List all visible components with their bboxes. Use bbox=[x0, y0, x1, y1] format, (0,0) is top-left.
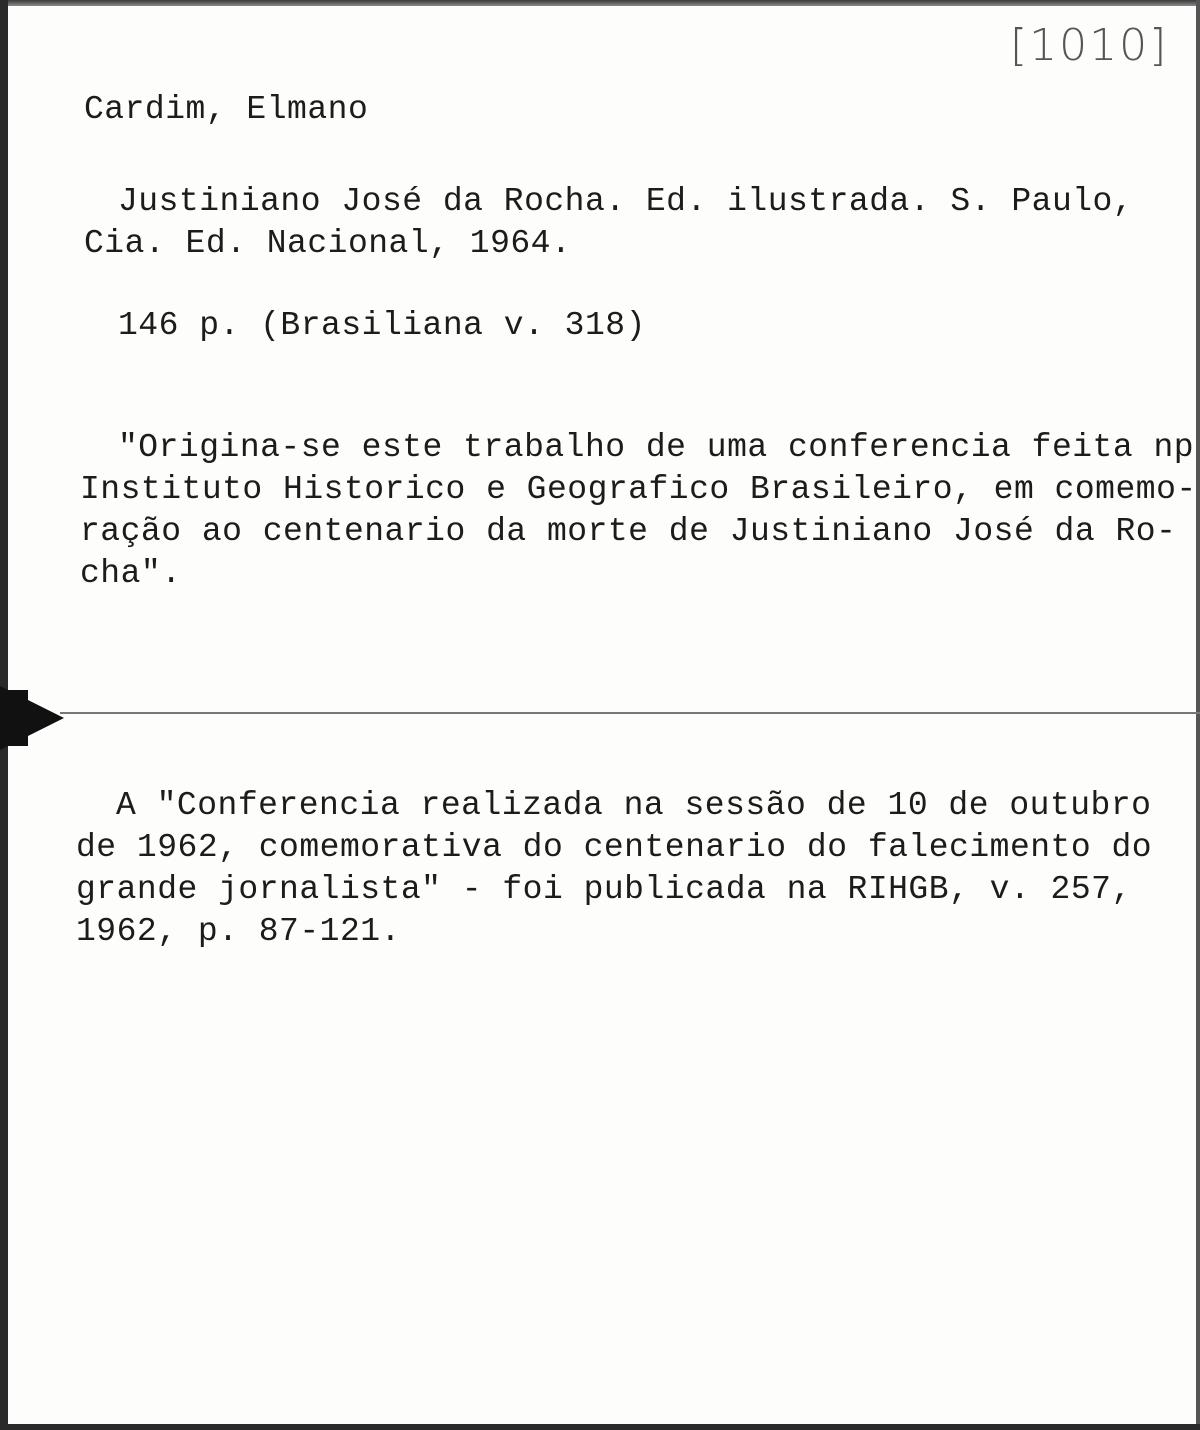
note2-line-3: grande jornalista" - foi publicada na RIHGB, v. 257, bbox=[76, 871, 1132, 908]
index-tab-arrow bbox=[0, 686, 64, 750]
note2-line-4: 1962, p. 87-121. bbox=[76, 913, 401, 950]
note-line-3: ração ao centenario da morte de Justiniano José da Ro- bbox=[80, 513, 1177, 550]
note-line-4: cha". bbox=[80, 555, 182, 592]
card-number: [1010] bbox=[1010, 20, 1169, 71]
note-line-2: Instituto Historico e Geografico Brasileiro, em comemo- bbox=[80, 471, 1197, 508]
title-line-1: Justiniano José da Rocha. Ed. ilustrada. S. Paulo, bbox=[118, 183, 1134, 220]
card-fold-divider bbox=[60, 712, 1200, 714]
card-edge-right bbox=[1196, 0, 1200, 1430]
title-line-2: Cia. Ed. Nacional, 1964. bbox=[84, 225, 572, 262]
card-edge-top bbox=[0, 0, 1200, 6]
card-edge-bottom bbox=[0, 1424, 1200, 1430]
note2-line-2: de 1962, comemorativa do centenario do falecimento do bbox=[76, 829, 1153, 866]
collation: 146 p. (Brasiliana v. 318) bbox=[118, 307, 646, 344]
author-heading: Cardim, Elmano bbox=[84, 91, 369, 128]
note-line-1: "Origina-se este trabalho de uma conferencia feita np bbox=[118, 429, 1195, 466]
note2-line-1: A "Conferencia realizada na sessão de 10 de outubro bbox=[116, 787, 1152, 824]
